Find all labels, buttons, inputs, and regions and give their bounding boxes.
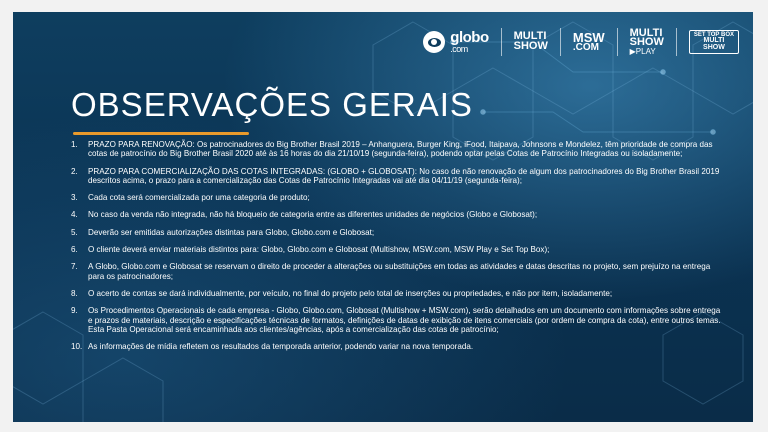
globo-icon — [423, 31, 445, 53]
item-text: Os Procedimentos Operacionais de cada empresa - Globo, Globo.com, Globosat (Multishow + MSW.com), serão detalhados em um documento com informações sobre entrega e prazos de materiais, descrição e especificações técnicas de formatos, definições de datas de exibição de itens comerciais (por ordem de compra da cota), entre outros temas. Esta Pasta Operacional será encaminhada aos clientes/agências, após a comercialização das cotas de patrocínio; — [88, 306, 721, 334]
msw-line2: .COM — [572, 42, 599, 54]
list-item — [71, 210, 721, 219]
msw-line1: MSW — [572, 29, 605, 45]
page-title: OBSERVAÇÕES GERAIS — [71, 86, 473, 123]
multishow-play-line2: SHOW — [629, 36, 664, 49]
item-text: Cada cota será comercializada por uma categoria de produto; — [88, 193, 310, 203]
multishow-play-line1: MULTI — [629, 26, 663, 39]
globo-logo-sub: .com — [450, 43, 468, 54]
set-top-box-logo — [689, 30, 739, 54]
list-item — [71, 140, 721, 159]
set-top-box-line3: SHOW — [703, 43, 725, 51]
list-item — [71, 245, 721, 254]
logo-divider — [560, 28, 561, 56]
slide — [13, 12, 753, 422]
globo-logo-name: globo — [450, 29, 489, 47]
item-number: 8. — [71, 288, 78, 298]
item-number: 5. — [71, 227, 78, 237]
list-item — [71, 289, 721, 298]
item-text: O cliente deverá enviar materiais distintos para: Globo, Globo.com e Globosat (Multishow, MSW.com, MSW Play e Set Top Box); — [88, 245, 550, 255]
item-text: No caso da venda não integrada, não há bloqueio de categoria entre as diferentes unidades de negócios (Globo e Globosat); — [88, 210, 538, 220]
set-top-box-line2: MULTI — [703, 37, 725, 45]
item-text: A Globo, Globo.com e Globosat se reservam o direito de proceder a alterações ou substituições em todas as atividades e datas descritas no projeto, sem prejuízo na entrega para os patrocinadores; — [88, 262, 711, 281]
brand-logos — [423, 20, 739, 64]
multishow-line1: MULTI — [513, 30, 547, 43]
logo-divider — [676, 28, 677, 56]
list-item — [71, 193, 721, 202]
list-item — [71, 167, 721, 186]
item-number: 7. — [71, 262, 78, 272]
list-item — [71, 228, 721, 237]
logo-divider — [501, 28, 502, 56]
item-number: 4. — [71, 210, 78, 220]
item-text: Deverão ser emitidas autorizações distintas para Globo, Globo.com e Globosat; — [88, 227, 375, 237]
observations-list — [71, 140, 721, 359]
list-item — [71, 306, 721, 334]
item-number: 9. — [71, 306, 78, 316]
logo-divider — [617, 28, 618, 56]
multishow-logo — [514, 32, 548, 52]
item-number: 2. — [71, 166, 78, 176]
list-item — [71, 262, 721, 281]
title-underline — [73, 132, 249, 135]
item-number: 6. — [71, 245, 78, 255]
item-text: As informações de mídia refletem os resultados da temporada anterior, podendo variar na nova temporada. — [88, 342, 474, 352]
set-top-box-line1: SET TOP BOX — [693, 32, 734, 38]
item-text: O acerto de contas se dará individualmente, por veículo, no final do projeto pelo total de inserções ou propriedades, e não por item, isoladamente; — [88, 288, 613, 298]
globo-com-logo — [423, 31, 488, 53]
multishow-play-logo — [629, 26, 664, 57]
multishow-play-line3: ▶PLAY — [629, 47, 656, 57]
item-number: 10. — [71, 342, 83, 352]
item-text: PRAZO PARA COMERCIALIZAÇÃO DAS COTAS INTEGRADAS: (GLOBO + GLOBOSAT): No caso de não renovação de algum dos patrocinadores do Big Brother Brasil 2019 descritos acima, o prazo para a comercialização das Cotas de Patrocínio Integradas vai até dia 04/11/19 (segunda-feira); — [88, 166, 720, 185]
item-text: PRAZO PARA RENOVAÇÃO: Os patrocinadores do Big Brother Brasil 2019 – Anhanguera, Burger King, iFood, Itaipava, Johnsons e Mondelez, têm prioridade de compra das cotas de patrocínio do Big Brother Brasil 2020 até às 16 horas do dia 21/10/19 (segunda-feira), podendo optar pelas Cotas de Patrocínio Integradas ou isoladamente; — [88, 140, 713, 159]
multishow-line2: SHOW — [513, 40, 548, 52]
item-number: 1. — [71, 140, 78, 149]
list-item — [71, 342, 721, 351]
item-number: 3. — [71, 193, 78, 203]
msw-com-logo — [572, 29, 605, 54]
